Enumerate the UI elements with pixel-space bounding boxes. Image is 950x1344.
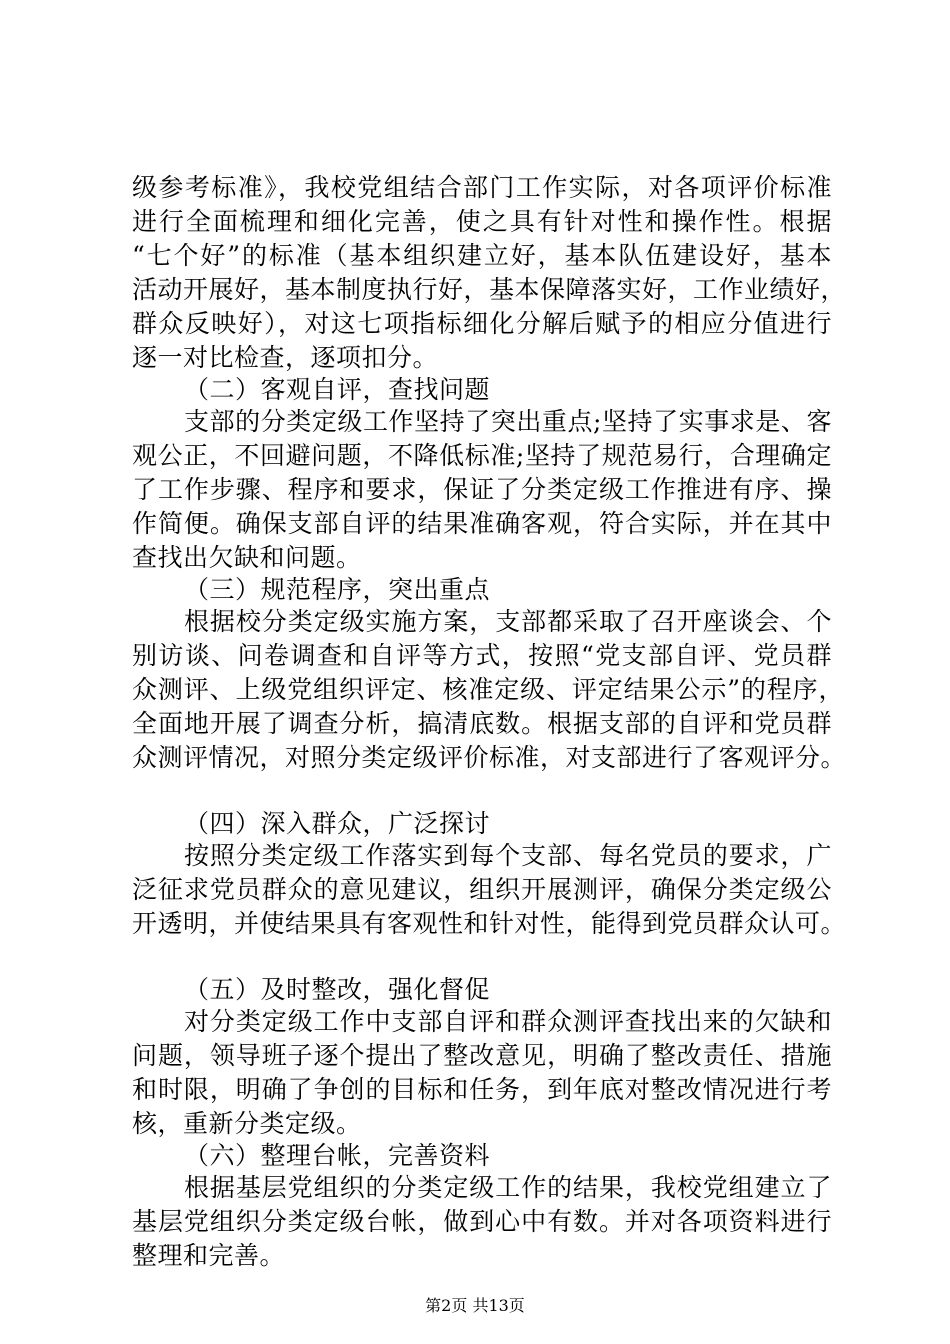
body-line: 作简便。确保支部自评的结果准确客观，符合实际，并在其中 <box>132 509 832 538</box>
body-line: 按照分类定级工作落实到每个支部、每名党员的要求，广 <box>184 841 832 870</box>
section-heading: （四）深入群众，广泛探讨 <box>184 809 491 838</box>
section-heading: （三）规范程序，突出重点 <box>184 575 491 604</box>
body-line: 全面地开展了调查分析，搞清底数。根据支部的自评和党员群 <box>132 709 832 738</box>
body-line: 对分类定级工作中支部自评和群众测评查找出来的欠缺和 <box>184 1007 832 1036</box>
body-line: 逐一对比检查，逐项扣分。 <box>132 343 439 372</box>
body-line: 众测评、上级党组织评定、核准定级、评定结果公示”的程序， <box>132 675 844 704</box>
body-line: 了工作步骤、程序和要求，保证了分类定级工作推进有序、操 <box>132 475 832 504</box>
body-line: 众测评情况，对照分类定级评价标准，对支部进行了客观评分。 <box>132 743 847 772</box>
body-line: 支部的分类定级工作坚持了突出重点;坚持了实事求是、客 <box>184 407 832 436</box>
body-line: 和时限，明确了争创的目标和任务，到年底对整改情况进行考 <box>132 1075 832 1104</box>
body-line: 群众反映好），对这七项指标细化分解后赋予的相应分值进行 <box>132 309 832 338</box>
body-line: 观公正，不回避问题，不降低标准;坚持了规范易行，合理确定 <box>132 441 832 470</box>
body-line: 基层党组织分类定级台帐，做到心中有数。并对各项资料进行 <box>132 1207 832 1236</box>
page-footer: 第2页 共13页 <box>425 1296 525 1315</box>
section-heading: （六）整理台帐，完善资料 <box>184 1141 491 1170</box>
section-heading: （五）及时整改，强化督促 <box>184 975 491 1004</box>
body-line: 核，重新分类定级。 <box>132 1109 362 1138</box>
body-line: “七个好”的标准（基本组织建立好，基本队伍建设好，基本 <box>132 241 832 270</box>
body-line: 查找出欠缺和问题。 <box>132 543 362 572</box>
body-line: 根据基层党组织的分类定级工作的结果，我校党组建立了 <box>184 1173 832 1202</box>
body-line: 活动开展好，基本制度执行好，基本保障落实好，工作业绩好， <box>132 275 847 304</box>
body-line: 问题，领导班子逐个提出了整改意见，明确了整改责任、措施 <box>132 1041 832 1070</box>
body-line: 泛征求党员群众的意见建议，组织开展测评，确保分类定级公 <box>132 875 832 904</box>
section-heading: （二）客观自评，查找问题 <box>184 375 491 404</box>
body-line: 整理和完善。 <box>132 1241 286 1270</box>
body-line: 进行全面梳理和细化完善，使之具有针对性和操作性。根据 <box>132 207 832 236</box>
body-line: 别访谈、问卷调查和自评等方式，按照“党支部自评、党员群 <box>132 641 832 670</box>
body-line: 开透明，并使结果具有客观性和针对性，能得到党员群众认可。 <box>132 909 847 938</box>
body-line: 根据校分类定级实施方案，支部都采取了召开座谈会、个 <box>184 607 832 636</box>
body-line: 级参考标准》，我校党组结合部门工作实际，对各项评价标准 <box>132 173 832 202</box>
